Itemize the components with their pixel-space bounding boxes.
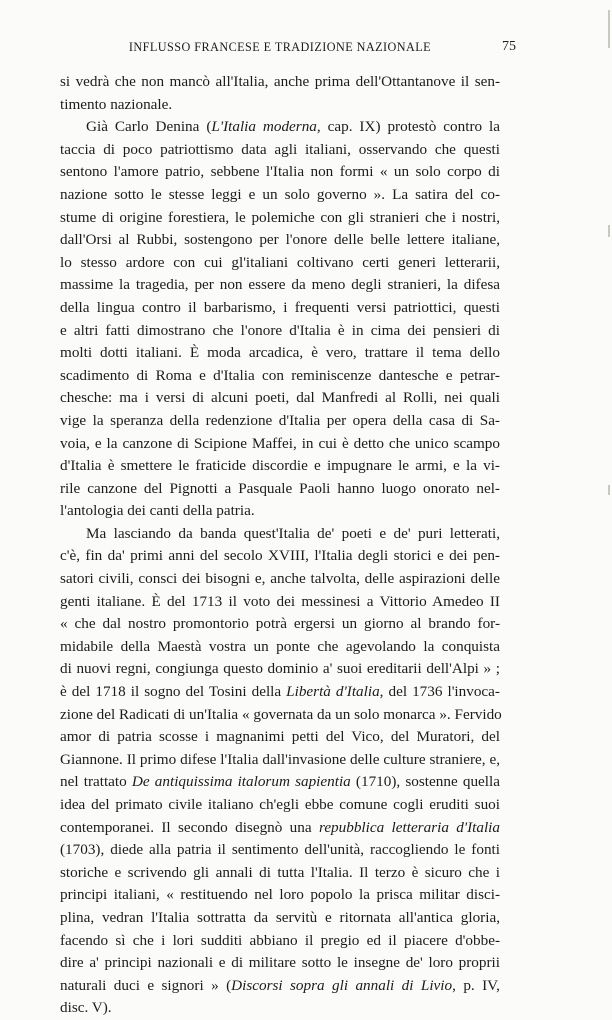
page-number: 75: [502, 39, 516, 54]
page-edge-mark: [608, 10, 610, 48]
text-line: amor di patria scosse i magnanimi petti del Vico, del Muratori, del: [60, 728, 500, 746]
text-line: facendo sì che i lori sudditi abbiano il pregio ed il piacere d'obbe-: [60, 931, 500, 949]
text-line: Giannone. Il primo difese l'Italia dall'invasione delle culture straniere, e,: [60, 750, 500, 768]
text-line: midabile della Maestà vostra un ponte che agevolando la conquista: [60, 637, 500, 655]
text-line: molti dotti italiani. È moda arcadica, è vero, trattare il tema dello: [60, 344, 500, 362]
text-line: si vedrà che non mancò all'Italia, anche prima dell'Ottantanove il sen-: [60, 73, 500, 90]
running-title: INFLUSSO FRANCESE E TRADIZIONE NAZIONALE: [128, 40, 432, 54]
running-head: [60, 39, 516, 60]
text-line: massime la tragedia, per non essere da meno degli stranieri, la difesa: [60, 276, 500, 294]
text-line: lo stesso ardore con cui gl'italiani coltivano certi generi letterarii,: [60, 253, 500, 271]
text-line: disc. V).: [60, 999, 112, 1017]
text-line: genti italiane. È del 1713 il voto dei messinesi a Vittorio Amedeo II: [60, 592, 500, 610]
text-line: dire a' principi nazionali e di militare sotto le insegne de' loro proprii: [60, 954, 500, 972]
text-line: nel trattato De antiquissima italorum sapientia (1710), sostenne quella: [60, 773, 500, 791]
page-edge-mark: [608, 225, 610, 237]
text-line: è del 1718 il sogno del Tosini della Libertà d'Italia, del 1736 l'invoca-: [60, 683, 500, 701]
text-line: contemporanei. Il secondo disegnò una repubblica letteraria d'Italia: [60, 818, 500, 836]
text-line: idea del primato civile italiano ch'egli ebbe comune cogli eruditi suoi: [60, 796, 500, 813]
text-line: plina, vedran l'Italia sottratta da servitù e ritornata all'antica gloria,: [60, 908, 500, 926]
text-line: stume di origine forestiera, le polemiche con gli stranieri che i nostri,: [60, 208, 500, 226]
text-line: Già Carlo Denina (L'Italia moderna, cap. IX) protestò contro la: [86, 118, 500, 136]
text-line: taccia di poco patriottismo data agli italiani, osservando che questi: [60, 140, 500, 158]
text-line: nazione sotto le stesse leggi e un solo governo ». La satira del co-: [60, 185, 500, 203]
text-line: satori civili, consci dei bisogni e, anche talvolta, delle aspirazioni delle: [60, 570, 500, 588]
text-line: voia, e la canzone di Scipione Maffei, in cui è detto che unico scampo: [60, 434, 500, 452]
text-line: l'antologia dei canti della patria.: [60, 502, 255, 520]
text-line: zione del Radicati di un'Italia « governata da un solo monarca ». Fervido: [60, 705, 502, 723]
text-line: c'è, fin da' primi anni del secolo XVIII, l'Italia degli storici e dei pen-: [60, 547, 500, 565]
text-line: Ma lasciando da banda quest'Italia de' poeti e de' puri letterati,: [86, 524, 500, 542]
text-line: scadimento di Roma e d'Italia con reminiscenze dantesche e petrar-: [60, 366, 500, 384]
body-text: [60, 71, 500, 1020]
text-line: vige la speranza della redenzione d'Italia per opera della casa di Sa-: [60, 411, 500, 429]
text-line: (1703), diede alla patria il sentimento dell'unità, raccogliendo le fonti: [60, 841, 500, 859]
text-line: della lingua contro il barbarismo, i frequenti versi patriottici, questi: [60, 298, 500, 316]
text-line: chesche: ma i versi di alcuni poeti, dal Manfredi al Rolli, nei quali: [60, 389, 500, 407]
text-line: naturali duci e signori » (Discorsi sopra gli annali di Livio, p. IV,: [60, 976, 500, 994]
text-line: dall'Orsi al Rubbi, sostengono per l'onore delle belle lettere italiane,: [60, 231, 500, 249]
text-line: di nuovi regni, congiunga questo dominio a' suoi ereditarii dell'Alpi » ;: [60, 660, 500, 678]
text-line: rile canzone del Pignotti a Pasquale Paoli hanno luogo onorato nel-: [60, 479, 500, 497]
text-line: « che dal nostro promontorio potrà ergersi un giorno al brando for-: [60, 615, 500, 633]
text-line: d'Italia è smettere le fraticide discordie e impugnare le armi, e la vi-: [60, 457, 500, 475]
text-line: storiche e scrivendo gli annali di tutta l'Italia. Il terzo è sicuro che i: [60, 863, 500, 881]
text-line: sentono l'amore patrio, sebbene l'Italia non formi « un solo corpo di: [60, 163, 500, 181]
page-edge-mark: [608, 485, 610, 495]
text-line: timento nazionale.: [60, 95, 173, 113]
text-line: e altri fatti dimostrano che l'onore d'Italia è in cima dei pensieri di: [60, 321, 500, 339]
text-line: principi italiani, « restituendo nel loro popolo la prisca militar disci-: [60, 886, 500, 904]
